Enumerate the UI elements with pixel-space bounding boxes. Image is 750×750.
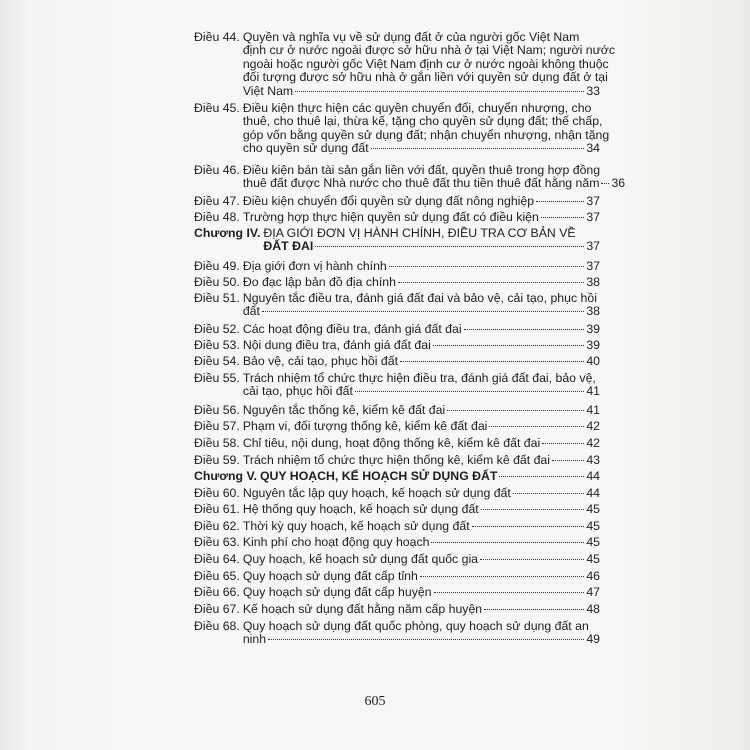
- toc-entry-page: 48: [586, 602, 600, 616]
- dot-leader: [447, 410, 584, 411]
- toc-entry: [194, 292, 600, 319]
- toc-entry: [194, 437, 600, 450]
- toc-entry-page: 37: [586, 259, 600, 273]
- toc-entry-text-line: Quy hoạch sử dụng đất cấp huyện: [242, 585, 432, 599]
- dot-leader: [400, 361, 584, 362]
- toc-entry-text-line: ĐỊA GIỚI ĐƠN VỊ HÀNH CHÍNH, ĐIỀU TRA CƠ BẢN VỀ: [263, 226, 576, 240]
- toc-entry-row: [194, 101, 610, 156]
- dot-leader: [481, 509, 585, 510]
- toc-entry: [194, 355, 600, 368]
- toc-entry-page: 37: [586, 239, 600, 254]
- dot-leader: [484, 609, 584, 610]
- toc-entry-title: [243, 292, 600, 319]
- toc-entry-page: 45: [586, 502, 600, 516]
- toc-entry-row: [194, 163, 626, 191]
- toc-entry-title: [243, 487, 600, 500]
- toc-entry-text-line: Phạm vi, đối tượng thống kê, kiểm kê đất đai: [242, 419, 488, 433]
- toc-entry-page: 44: [586, 469, 600, 483]
- toc-entry-text-line: đối tượng được sở hữu nhà ở gắn liền với quyền sử dụng đất ở tại: [242, 70, 608, 85]
- dot-leader: [464, 329, 585, 330]
- toc-entry-last-line: [243, 536, 600, 549]
- toc-entry-label: Điều 65.: [194, 569, 240, 583]
- toc-entry-text-line: ngoài hoặc người gốc Việt Nam định cư ở nước ngoài không thuộc: [242, 56, 609, 71]
- toc-entry-label: Điều 64.: [194, 552, 240, 566]
- dot-leader: [489, 426, 584, 427]
- toc-entry-title: [243, 520, 600, 533]
- toc-entry-label: Điều 52.: [194, 322, 240, 336]
- toc-entry: [194, 620, 600, 647]
- toc-entry: [194, 372, 600, 399]
- toc-entry-text-line: Kinh phí cho hoạt động quy hoạch: [242, 535, 430, 549]
- toc-entry-row: [194, 536, 600, 549]
- toc-entry-last-line: [243, 85, 600, 98]
- toc-entry-text-line: cải tạo, phục hồi đất: [242, 384, 353, 399]
- toc-entry-label: Điều 50.: [194, 275, 240, 289]
- toc-entry-row: [194, 553, 600, 566]
- toc-entry-page: 49: [586, 632, 600, 647]
- toc-entry-page: 46: [586, 569, 600, 583]
- toc-entry-label: Chương IV.: [194, 226, 261, 240]
- toc-entry-last-line: [243, 260, 600, 273]
- toc-entry-row: [194, 339, 600, 352]
- dot-leader: [315, 246, 584, 247]
- toc-entry-label: Điều 51.: [194, 291, 240, 305]
- dot-leader: [433, 345, 584, 346]
- toc-entry-row: [194, 195, 600, 208]
- dot-leader: [420, 576, 584, 577]
- toc-entry-text-line: cho quyền sử dụng đất: [242, 141, 369, 156]
- toc-entry: [194, 211, 600, 224]
- toc-entry-page: 33: [586, 83, 600, 98]
- toc-entry-text-line: Chỉ tiêu, nội dung, hoạt động thống kê, kiểm kê đất đai: [242, 436, 541, 450]
- toc-entry-title: [242, 101, 610, 156]
- toc-entry-row: [194, 520, 600, 533]
- toc-entry-row: [194, 437, 600, 450]
- toc-entry-row: [194, 470, 600, 483]
- toc-entry-last-line: [260, 470, 600, 483]
- toc-entry-row: [194, 570, 600, 583]
- toc-entry-label: Điều 57.: [194, 419, 240, 433]
- toc-entry-title: [243, 570, 600, 583]
- dot-leader: [371, 148, 585, 149]
- dot-leader: [541, 217, 584, 218]
- dot-leader: [268, 639, 584, 640]
- toc-entry: [194, 404, 600, 417]
- toc-entry-label: Điều 67.: [194, 602, 240, 616]
- toc-entry-label: Điều 56.: [194, 403, 240, 417]
- toc-entry-last-line: [243, 385, 600, 398]
- dot-leader: [262, 311, 584, 312]
- toc-entry-title: [243, 503, 600, 516]
- toc-entry-page: 34: [586, 141, 600, 156]
- toc-entry-last-line: [243, 211, 600, 224]
- toc-entry-page: 47: [586, 585, 600, 599]
- toc-entry-text-line: Các hoạt động điều tra, đánh giá đất đai: [242, 322, 462, 336]
- dot-leader: [295, 91, 584, 92]
- toc-entry-text-line: Bảo vệ, cải tạo, phục hồi đất: [242, 354, 398, 368]
- toc-entry-title: [243, 586, 600, 599]
- toc-entry-last-line: [243, 305, 600, 318]
- toc-entry-row: [194, 372, 600, 399]
- toc-entry-text-line: Nội dung điều tra, đánh giá đất đai: [242, 338, 431, 352]
- toc-entry-title: [260, 470, 600, 483]
- toc-entry-text-line: Nguyên tắc điều tra, đánh giá đất đai và bảo vệ, cải tạo, phục hồi: [242, 291, 597, 305]
- toc-entry-last-line: [243, 437, 600, 450]
- toc-entry-last-line: [243, 195, 600, 208]
- toc-entry-text-line: Thời kỳ quy hoạch, kế hoạch sử dụng đất: [242, 519, 470, 533]
- toc-entry-row: [194, 503, 600, 516]
- toc-entry: [194, 339, 600, 352]
- toc-entry-row: [194, 323, 600, 336]
- toc-entry-last-line: [243, 570, 600, 583]
- toc-entry-last-line: [242, 176, 626, 191]
- toc-entry-text-line: QUY HOẠCH, KẾ HOẠCH SỬ DỤNG ĐẤT: [259, 469, 498, 483]
- dot-leader: [434, 592, 585, 593]
- dot-leader: [542, 443, 584, 444]
- toc-entry-last-line: [263, 240, 600, 253]
- toc-entry-page: 37: [586, 210, 600, 224]
- toc-chapter: [194, 470, 600, 483]
- toc-entry-page: 45: [586, 519, 600, 533]
- toc-entry-title: [243, 437, 600, 450]
- toc-entry: [194, 101, 610, 156]
- toc-entry-row: [194, 586, 600, 599]
- toc-entry-row: [194, 355, 600, 368]
- dot-leader: [355, 391, 584, 392]
- toc-entry-text-line: Trách nhiệm tổ chức thực hiện điều tra, đánh giá đất đai, bảo vệ,: [242, 371, 596, 385]
- toc-entry-page: 42: [586, 419, 600, 433]
- toc-entry-text-line: Quy hoạch, kế hoạch sử dụng đất quốc gia: [242, 552, 479, 566]
- toc-entry-label: Điều 62.: [194, 519, 240, 533]
- toc-entry-text-line: ninh: [242, 632, 267, 647]
- toc-entry-label: Điều 44.: [194, 30, 240, 44]
- toc-entry-label: Chương V.: [194, 469, 257, 483]
- toc-entry-page: 38: [586, 275, 600, 289]
- toc-entry-last-line: [243, 339, 600, 352]
- toc-entry-text-line: Quyền và nghĩa vụ về sử dụng đất ở của người gốc Việt Nam: [242, 30, 580, 44]
- toc-entry-last-line: [243, 323, 600, 336]
- toc-entry-text-line: Trường hợp thực hiện quyền sử dụng đất có điều kiện: [242, 210, 539, 224]
- toc-entry-last-line: [243, 404, 600, 417]
- toc-entry-page: 41: [586, 403, 600, 417]
- toc-entry-page: 37: [586, 194, 600, 208]
- toc-entry-title: [243, 454, 600, 467]
- toc-entry: [194, 163, 626, 191]
- toc-entry-label: Điều 46.: [194, 163, 240, 177]
- toc-entry-last-line: [243, 633, 600, 646]
- toc-entry: [194, 420, 600, 433]
- toc-entry-page: 36: [611, 176, 626, 191]
- toc-entry-row: [194, 292, 600, 319]
- dot-leader: [472, 526, 585, 527]
- toc-entry: [194, 503, 600, 516]
- toc-entry: [194, 276, 600, 289]
- toc-entry-title: [243, 372, 600, 399]
- toc-entry-label: Điều 68.: [194, 619, 240, 633]
- toc-entry-text-line: thuê đất được Nhà nước cho thuê đất thu tiền thuê đất hằng năm: [242, 176, 600, 191]
- toc-entry-text-line: Nguyên tắc lập quy hoạch, kế hoạch sử dụng đất: [242, 486, 511, 500]
- dot-leader: [499, 476, 584, 477]
- toc-entry: [194, 323, 600, 336]
- toc-entry: [194, 195, 600, 208]
- toc-entry-page: 40: [586, 354, 600, 368]
- toc-entry-row: [194, 404, 600, 417]
- dot-leader: [601, 183, 609, 184]
- toc-entry-text-line: Trách nhiệm tổ chức thực hiện thống kê, kiểm kê đất đai: [242, 453, 551, 467]
- toc-entry-page: 41: [586, 384, 600, 399]
- toc-entry-row: [194, 276, 600, 289]
- toc-entry-text-line: Quy hoạch sử dụng đất cấp tỉnh: [242, 569, 418, 583]
- toc-entry-label: Điều 66.: [194, 585, 240, 599]
- toc-entry-page: 45: [586, 535, 600, 549]
- toc-entry-page: 45: [586, 552, 600, 566]
- toc-entry-text-line: góp vốn bằng quyền sử dụng đất; nhận chuyển nhượng, nhận tặng: [242, 127, 610, 142]
- toc-entry: [194, 454, 600, 467]
- toc-entry-text-line: định cư ở nước ngoài được sở hữu nhà ở tại Việt Nam; người nước: [242, 43, 616, 58]
- toc-entry-last-line: [243, 420, 600, 433]
- toc-entry-title: [243, 553, 600, 566]
- toc-entry: [194, 520, 600, 533]
- toc-entry-row: [194, 30, 616, 98]
- toc-entry: [194, 553, 600, 566]
- toc-entry-text-line: Quy hoạch sử dụng đất quốc phòng, quy hoạch sử dụng đất an: [242, 619, 589, 633]
- toc-entry-title: [243, 404, 600, 417]
- toc-entry-text-line: Đo đạc lập bản đồ địa chính: [242, 275, 396, 289]
- toc-entry-row: [194, 260, 600, 273]
- toc-entry-text-line: Địa giới đơn vị hành chính: [242, 259, 387, 273]
- toc-entry: [194, 603, 600, 616]
- toc-entry-label: Điều 54.: [194, 354, 240, 368]
- toc-entry-label: Điều 47.: [194, 194, 240, 208]
- toc-entry-label: Điều 58.: [194, 436, 240, 450]
- toc-entry-title: [243, 211, 600, 224]
- toc-entry-row: [194, 620, 600, 647]
- toc-entry: [194, 260, 600, 273]
- toc-entry-last-line: [243, 603, 600, 616]
- toc-entry-label: Điều 53.: [194, 338, 240, 352]
- toc-entry-text-line: Kế hoạch sử dụng đất hằng năm cấp huyện: [242, 602, 483, 616]
- toc-entry-label: Điều 60.: [194, 486, 240, 500]
- dot-leader: [480, 559, 584, 560]
- toc-entry-title: [242, 30, 616, 98]
- toc-entry-row: [194, 603, 600, 616]
- toc-entry-page: 44: [586, 486, 600, 500]
- toc-entry-title: [243, 276, 600, 289]
- toc-entry-title: [243, 260, 600, 273]
- toc-entry-page: 39: [586, 338, 600, 352]
- dot-leader: [513, 493, 584, 494]
- toc-entry-title: [263, 227, 600, 254]
- toc-entry-title: [243, 323, 600, 336]
- toc-entry-row: [194, 454, 600, 467]
- toc-entry-last-line: [243, 520, 600, 533]
- toc-entry-label: Điều 63.: [194, 535, 240, 549]
- dot-leader: [552, 460, 584, 461]
- toc-entry-last-line: [243, 454, 600, 467]
- toc-entry-title: [243, 603, 600, 616]
- toc-entry-text-line: Điều kiện chuyển đổi quyền sử dụng đất nông nghiệp: [242, 194, 535, 208]
- dot-leader: [398, 282, 584, 283]
- toc-entry: [194, 487, 600, 500]
- toc-entry-last-line: [243, 142, 600, 155]
- toc-entry-page: 38: [586, 304, 600, 319]
- toc-entry-page: 39: [586, 322, 600, 336]
- toc-entry-label: Điều 49.: [194, 259, 240, 273]
- toc-entry-text-line: đất: [242, 304, 260, 319]
- toc-entry-page: 43: [586, 453, 600, 467]
- toc-entry-title: [243, 620, 600, 647]
- toc-entry-title: [242, 163, 626, 191]
- toc-entry-label: Điều 59.: [194, 453, 240, 467]
- toc-entry-last-line: [243, 503, 600, 516]
- toc-entry: [194, 30, 616, 98]
- toc-entry-label: Điều 48.: [194, 210, 240, 224]
- toc-entry-text-line: ĐẤT ĐAI: [263, 239, 314, 254]
- toc-entry-last-line: [243, 276, 600, 289]
- toc-entry-text-line: Nguyên tắc thống kê, kiểm kê đất đai: [242, 403, 446, 417]
- toc-entry-row: [194, 211, 600, 224]
- toc-entry-last-line: [243, 355, 600, 368]
- toc-entry-title: [243, 195, 600, 208]
- toc-entry-last-line: [243, 487, 600, 500]
- toc-entry-label: Điều 55.: [194, 371, 240, 385]
- toc-chapter: [194, 227, 600, 254]
- page-number: 605: [364, 694, 386, 709]
- toc-entry-text-line: Điều kiện thực hiện các quyền chuyển đổi, chuyển nhượng, cho: [242, 101, 592, 115]
- toc-entry-text-line: Điều kiện bán tài sản gắn liền với đất, quyền thuê trong hợp đồng: [242, 163, 601, 177]
- toc-entry: [194, 570, 600, 583]
- toc-entry-text-line: thuê, cho thuê lại, thừa kế, tặng cho quyền sử dụng đất; thế chấp,: [242, 114, 603, 129]
- toc-entry-label: Điều 61.: [194, 502, 240, 516]
- toc-entry-text-line: Hệ thống quy hoạch, kế hoạch sử dụng đất: [242, 502, 479, 516]
- toc-entry-title: [243, 355, 600, 368]
- toc-entry-row: [194, 227, 600, 254]
- toc-entry-title: [243, 339, 600, 352]
- toc-entry-row: [194, 487, 600, 500]
- toc-entry-text-line: Việt Nam: [242, 83, 294, 98]
- toc-entry-last-line: [243, 553, 600, 566]
- toc-entry-page: 42: [586, 436, 600, 450]
- dot-leader: [389, 266, 585, 267]
- toc-entry-label: Điều 45.: [194, 101, 240, 115]
- toc-entry-last-line: [243, 586, 600, 599]
- toc-entry-row: [194, 420, 600, 433]
- toc-entry-title: [243, 420, 600, 433]
- dot-leader: [536, 201, 584, 202]
- toc-entry-title: [243, 536, 600, 549]
- toc-entry: [194, 586, 600, 599]
- dot-leader: [431, 542, 584, 543]
- toc-entry: [194, 536, 600, 549]
